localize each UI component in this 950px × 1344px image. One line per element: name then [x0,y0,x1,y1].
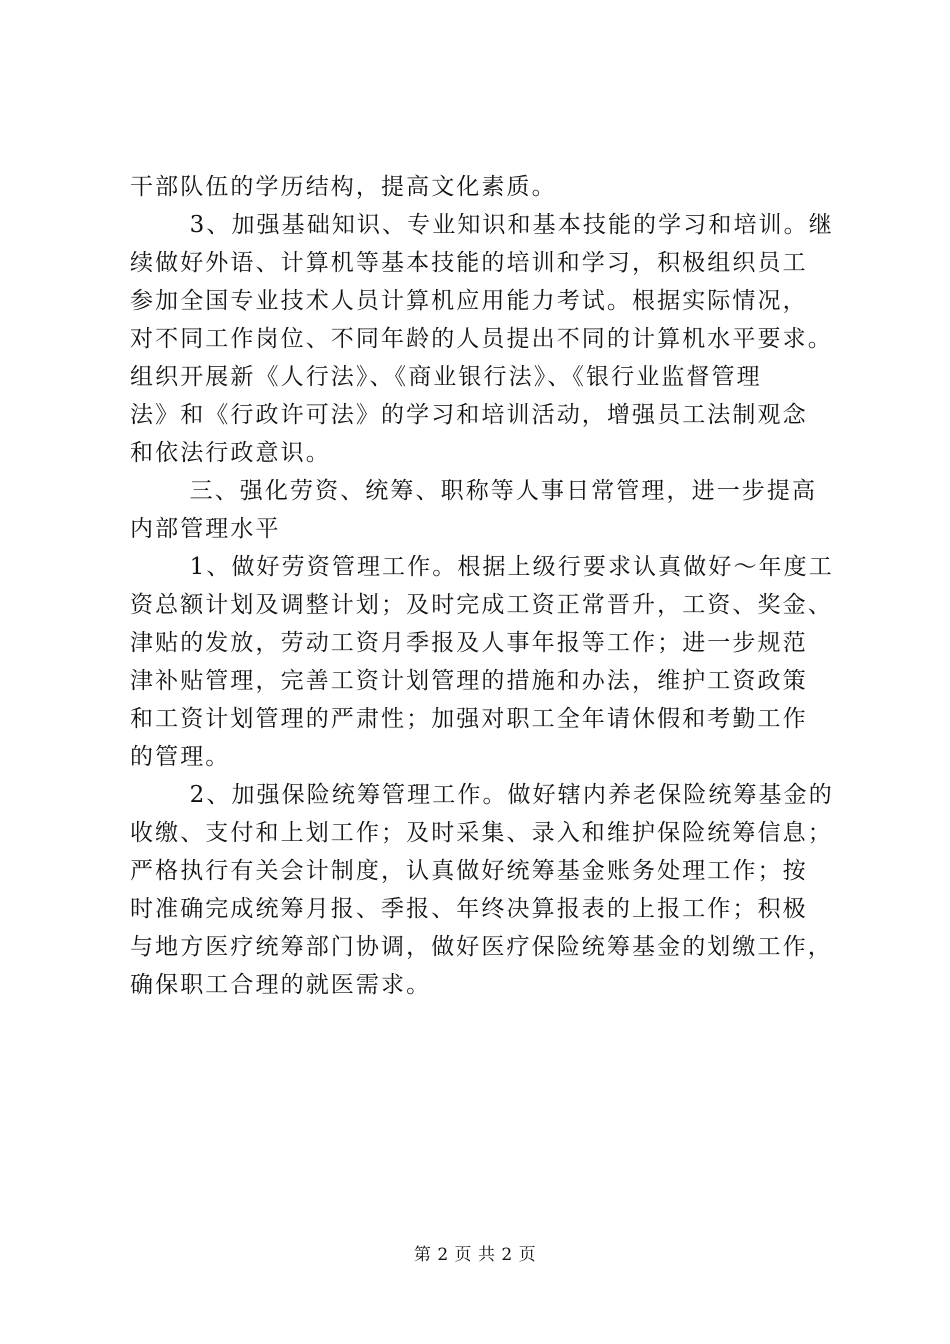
text-line: 时准确完成统筹月报、季报、年终决算报表的上报工作；积极 [130,896,808,922]
text-line: 干部队伍的学历结构，提高文化素质。 [130,174,557,200]
text-line: 组织开展新《人行法》、《商业银行法》、《银行业监督管理 [130,364,762,390]
text-line: 的管理。 [130,744,231,770]
text-line: 和依法行政意识。 [130,440,331,466]
text-line: 收缴、支付和上划工作；及时采集、录入和维护保险统筹信息； [130,820,833,846]
page-number-footer: 第 2 页 共 2 页 [413,1245,537,1265]
text-line: 3、加强基础知识、专业知识和基本技能的学习和培训。继 [130,212,834,238]
text-line: 参加全国专业技术人员计算机应用能力考试。根据实际情况， [130,288,808,314]
text-line: 津贴的发放，劳动工资月季报及人事年报等工作；进一步规范 [130,630,808,656]
text-line: 与地方医疗统筹部门协调，做好医疗保险统筹基金的划缴工作， [130,934,833,960]
text-line: 续做好外语、计算机等基本技能的培训和学习，积极组织员工 [130,250,808,276]
text-line: 严格执行有关会计制度，认真做好统筹基金账务处理工作；按 [130,858,808,884]
text-line: 对不同工作岗位、不同年龄的人员提出不同的计算机水平要求。 [130,326,833,352]
text-line: 津补贴管理，完善工资计划管理的措施和办法，维护工资政策 [130,668,808,694]
text-line: 资总额计划及调整计划；及时完成工资正常晋升，工资、奖金、 [130,592,833,618]
text-line: 和工资计划管理的严肃性；加强对职工全年请休假和考勤工作 [130,706,808,732]
section-heading-line: 三、强化劳资、统筹、职称等人事日常管理，进一步提高 [130,478,818,504]
text-line: 1、做好劳资管理工作。根据上级行要求认真做好～年度工 [130,554,834,580]
document-body [130,168,850,1004]
text-line: 确保职工合理的就医需求。 [130,972,432,998]
section-heading-line: 内部管理水平 [130,516,281,542]
text-line: 2、加强保险统筹管理工作。做好辖内养老保险统筹基金的 [130,782,834,808]
text-line: 法》和《行政许可法》的学习和培训活动，增强员工法制观念 [130,402,808,428]
